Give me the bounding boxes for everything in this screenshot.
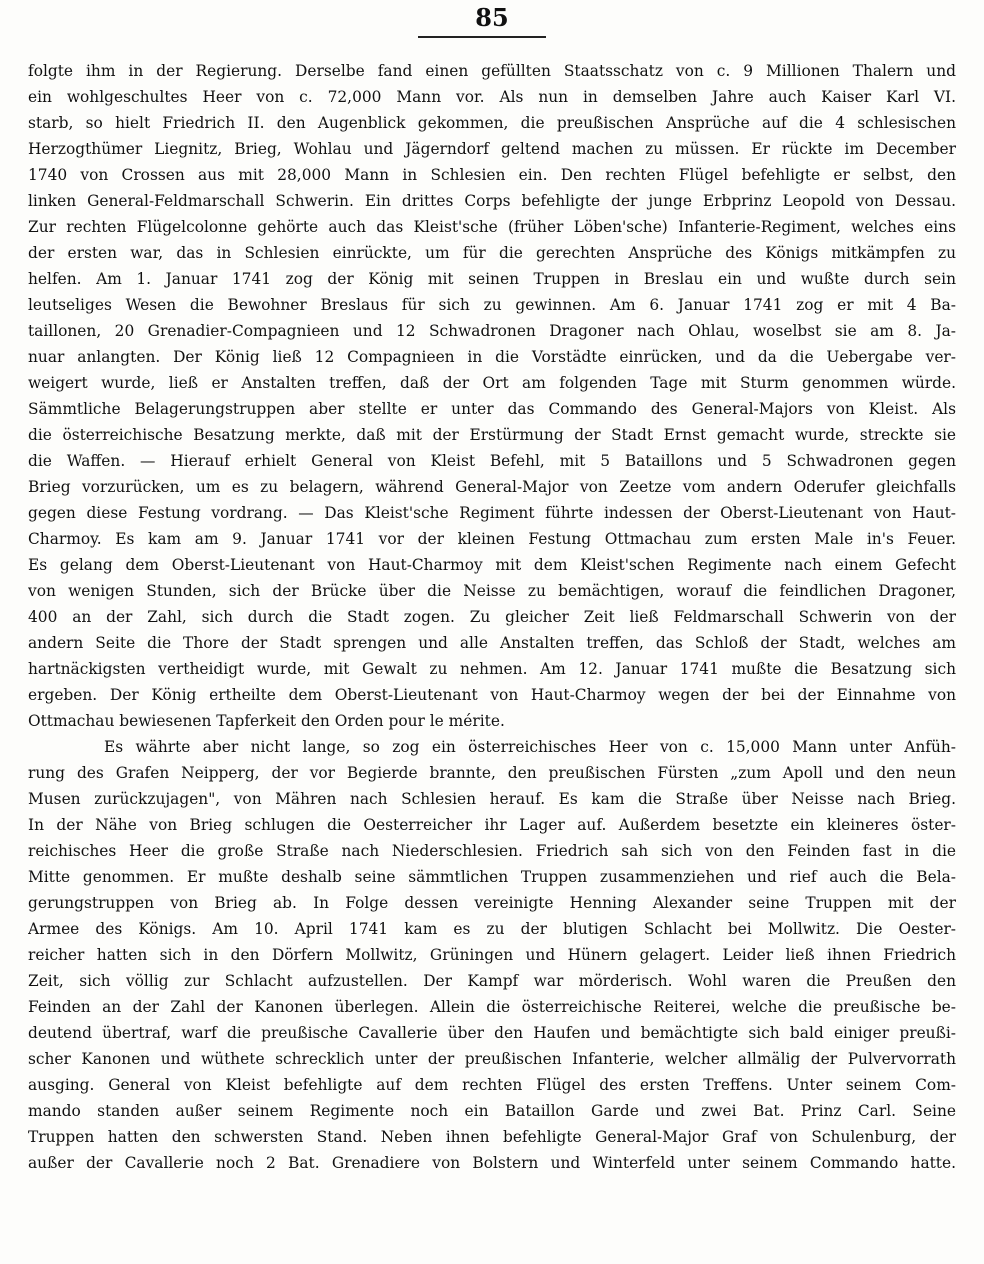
text-line: Es gelang dem Oberst-Lieutenant von Haut-Charmoy mit dem Kleist'schen Regimente nach einem Gefecht	[28, 556, 956, 574]
text-line: nuar anlangten. Der König ließ 12 Compagnieen in die Vorstädte einrücken, und da die Uebergabe ver-	[28, 348, 956, 366]
text-line: 1740 von Crossen aus mit 28,000 Mann in Schlesien ein. Den rechten Flügel befehligte er selbst, den	[28, 166, 956, 184]
text-line: Musen zurückzujagen", von Mähren nach Schlesien herauf. Es kam die Straße über Neisse nach Brieg.	[28, 790, 956, 808]
text-line: starb, so hielt Friedrich II. den Augenblick gekommen, die preußischen Ansprüche auf die 4 schlesischen	[28, 114, 956, 132]
text-line: In der Nähe von Brieg schlugen die Oesterreicher ihr Lager auf. Außerdem besetzte ein kleineres öster-	[28, 816, 956, 834]
text-line: hartnäckigsten vertheidigt wurde, mit Gewalt zu nehmen. Am 12. Januar 1741 mußte die Besatzung sich	[28, 660, 956, 678]
text-line: ausging. General von Kleist befehligte auf dem rechten Flügel des ersten Treffens. Unter seinem Com-	[28, 1076, 956, 1094]
text-line: außer der Cavallerie noch 2 Bat. Grenadiere von Bolstern und Winterfeld unter seinem Commando hatte.	[28, 1154, 956, 1172]
text-line: Zeit, sich völlig zur Schlacht aufzustellen. Der Kampf war mörderisch. Wohl waren die Preußen den	[28, 972, 956, 990]
text-line: die Waffen. — Hierauf erhielt General von Kleist Befehl, mit 5 Bataillons und 5 Schwadronen gegen	[28, 452, 956, 470]
text-line: Charmoy. Es kam am 9. Januar 1741 vor der kleinen Festung Ottmachau zum ersten Male in's Feuer.	[28, 530, 956, 548]
text-line: Brieg vorzurücken, um es zu belagern, während General-Major von Zeetze vom andern Oderufer gleichfalls	[28, 478, 956, 496]
text-line: scher Kanonen und wüthete schrecklich unter der preußischen Infanterie, welcher allmälig der Pulvervorrath	[28, 1050, 956, 1068]
text-line: reichisches Heer die große Straße nach Niederschlesien. Friedrich sah sich von den Feinden fast in die	[28, 842, 956, 860]
text-line: rung des Grafen Neipperg, der vor Begierde brannte, den preußischen Fürsten „zum Apoll und den neun	[28, 764, 956, 782]
text-line	[28, 1176, 956, 1202]
text-line: linken General-Feldmarschall Schwerin. Ein drittes Corps befehligte der junge Erbprinz Leopold von Dessau.	[28, 192, 956, 210]
text-line: ein wohlgeschultes Heer von c. 72,000 Mann vor. Als nun in demselben Jahre auch Kaiser Karl VI.	[28, 88, 956, 106]
text-line: leutseliges Wesen die Bewohner Breslaus für sich zu gewinnen. Am 6. Januar 1741 zog er mit 4 Ba-	[28, 296, 956, 314]
text-line: folgte ihm in der Regierung. Derselbe fand einen gefüllten Staatsschatz von c. 9 Millionen Thalern und	[28, 62, 956, 80]
text-line: deutend übertraf, warf die preußische Cavallerie über den Haufen und bemächtigte sich bald einiger preußi-	[28, 1024, 956, 1042]
text-line: Herzogthümer Liegnitz, Brieg, Wohlau und Jägerndorf geltend machen zu müssen. Er rückte im December	[28, 140, 956, 158]
text-line: Truppen hatten den schwersten Stand. Neben ihnen befehligte General-Major Graf von Schulenburg, der	[28, 1128, 956, 1146]
text-line: helfen. Am 1. Januar 1741 zog der König mit seinen Truppen in Breslau ein und wußte durch sein	[28, 270, 956, 288]
text-line: Armee des Königs. Am 10. April 1741 kam es zu der blutigen Schlacht bei Mollwitz. Die Oester-	[28, 920, 956, 938]
text-line: ergeben. Der König ertheilte dem Oberst-Lieutenant von Haut-Charmoy wegen der bei der Einnahme von	[28, 686, 956, 704]
text-line: von wenigen Stunden, sich der Brücke über die Neisse zu bemächtigen, worauf die feindlichen Dragoner,	[28, 582, 956, 600]
text-line: taillonen, 20 Grenadier-Compagnieen und 12 Schwadronen Dragoner nach Ohlau, woselbst sie am 8. Ja-	[28, 322, 956, 340]
text-line: 400 an der Zahl, sich durch die Stadt zogen. Zu gleicher Zeit ließ Feldmarschall Schwerin von der	[28, 608, 956, 626]
body-text	[28, 58, 956, 1202]
text-line: Sämmtliche Belagerungstruppen aber stellte er unter das Commando des General-Majors von Kleist. Als	[28, 400, 956, 418]
header-rule	[418, 36, 546, 38]
text-line: mando standen außer seinem Regimente noch ein Bataillon Garde und zwei Bat. Prinz Carl. Seine	[28, 1102, 956, 1120]
text-line: gegen diese Festung vordrang. — Das Kleist'sche Regiment führte indessen der Oberst-Lieutenant von Haut-	[28, 504, 956, 522]
text-line: Zur rechten Flügelcolonne gehörte auch das Kleist'sche (früher Löben'sche) Infanterie-Regiment, welches eins	[28, 218, 956, 236]
text-line: Feinden an der Zahl der Kanonen überlegen. Allein die österreichische Reiterei, welche die preußische be-	[28, 998, 956, 1016]
text-line: der ersten war, das in Schlesien einrückte, um für die gerechten Ansprüche des Königs mitkämpfen zu	[28, 244, 956, 262]
text-line: die österreichische Besatzung merkte, daß mit der Erstürmung der Stadt Ernst gemacht wurde, streckte sie	[28, 426, 956, 444]
text-line: reicher hatten sich in den Dörfern Mollwitz, Grüningen und Hünern gelagert. Leider ließ ihnen Friedrich	[28, 946, 956, 964]
page-number: 85	[475, 3, 509, 32]
text-line: weigert wurde, ließ er Anstalten treffen, daß der Ort am folgenden Tage mit Sturm genommen würde.	[28, 374, 956, 392]
text-line: gerungstruppen von Brieg ab. In Folge dessen vereinigte Henning Alexander seine Truppen mit der	[28, 894, 956, 912]
paragraph-first-line: Es währte aber nicht lange, so zog ein österreichisches Heer von c. 15,000 Mann unter Anfüh-	[104, 738, 956, 756]
text-line: Mitte genommen. Er mußte deshalb seine sämmtlichen Truppen zusammenziehen und rief auch die Bela-	[28, 868, 956, 886]
text-line: Ottmachau bewiesenen Tapferkeit den Orden pour le mérite.	[28, 712, 505, 730]
text-line: andern Seite die Thore der Stadt sprengen und alle Anstalten treffen, das Schloß der Stadt, welches am	[28, 634, 956, 652]
